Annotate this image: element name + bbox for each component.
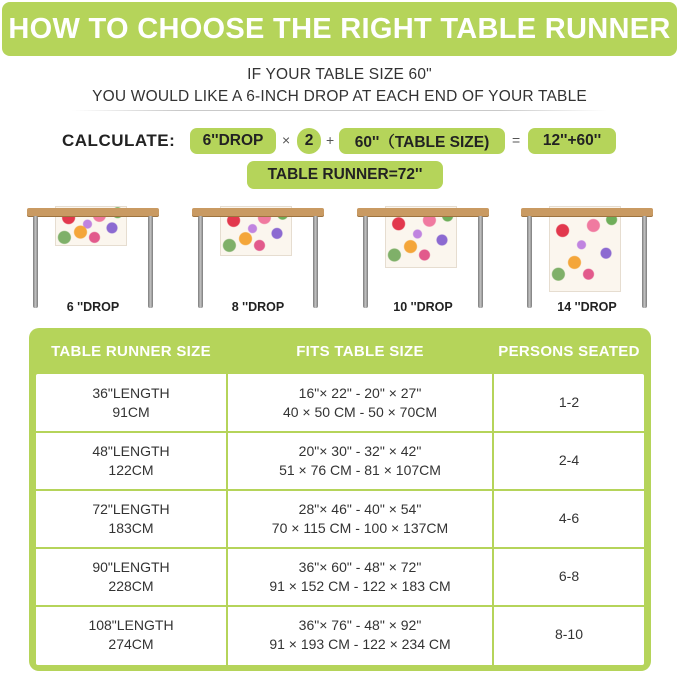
table-size-pill: 60''（TABLE SIZE) (339, 128, 505, 154)
table-leg (198, 216, 203, 308)
table-top (27, 208, 159, 216)
table-top (357, 208, 489, 216)
runner-length: 48"LENGTH (92, 442, 170, 459)
drop-illustration-8 (192, 204, 324, 324)
equals-operator: = (512, 132, 521, 148)
table-leg (33, 216, 38, 308)
runner-cm: 91CM (112, 404, 150, 420)
drop-illustration-14 (521, 204, 653, 324)
runner-image (549, 206, 621, 292)
drop-illustration-6 (27, 204, 159, 324)
drop-pill: 6''DROP (190, 128, 276, 154)
table-leg (642, 216, 647, 308)
fits-cm: 70 × 115 CM - 100 × 137CM (271, 520, 449, 536)
fits-cm: 51 × 76 CM - 81 × 107CM (279, 462, 441, 478)
result-pill: TABLE RUNNER=72'' (247, 161, 443, 189)
fits-cm: 40 × 50 CM - 50 × 70CM (282, 404, 438, 420)
table-leg (148, 216, 153, 308)
divider (72, 110, 607, 111)
table-row (36, 548, 644, 606)
persons-cell: 8-10 (554, 626, 584, 643)
drop-caption: 10 ''DROP (393, 300, 453, 314)
drop-illustration-10 (357, 204, 489, 324)
fits-size-cell (228, 432, 492, 490)
size-table (29, 328, 651, 671)
fits-inches: 20"× 30" - 32" × 42" (298, 442, 422, 459)
fits-cm: 91 × 193 CM - 122 × 234 CM (269, 636, 451, 652)
title-banner (2, 2, 677, 56)
runner-size-cell (36, 606, 226, 664)
fits-inches: 36"× 60" - 48" × 72" (298, 558, 422, 575)
drop-caption: 8 ''DROP (231, 300, 285, 314)
row-divider (36, 547, 644, 549)
persons-cell: 2-4 (558, 452, 580, 469)
runner-length: 72"LENGTH (92, 500, 170, 517)
multiplier-pill: 2 (297, 128, 321, 154)
row-divider (36, 431, 644, 433)
fits-size-cell (228, 548, 492, 606)
calculate-label: CALCULATE: (62, 131, 176, 150)
fits-inches: 36"× 76" - 48" × 92" (298, 616, 422, 633)
row-divider (36, 605, 644, 607)
runner-cm: 228CM (108, 578, 154, 594)
runner-cm: 274CM (108, 636, 154, 652)
table-leg (363, 216, 368, 308)
fits-size-cell (228, 490, 492, 548)
times-operator: × (282, 132, 291, 148)
runner-length: 36"LENGTH (92, 384, 170, 401)
table-top (192, 208, 324, 216)
persons-cell: 4-6 (558, 510, 580, 527)
intro-line-2: YOU WOULD LIKE A 6-INCH DROP AT EACH END OF YOUR TABLE (92, 88, 587, 105)
intro-text (0, 64, 679, 108)
column-divider (492, 374, 494, 665)
table-leg (478, 216, 483, 308)
fits-inches: 16"× 22" - 20" × 27" (298, 384, 422, 401)
table-row (36, 606, 644, 664)
header-runner-size: TABLE RUNNER SIZE (51, 342, 211, 360)
fits-size-cell (228, 374, 492, 432)
runner-length: 108"LENGTH (88, 616, 174, 633)
runner-size-cell (36, 548, 226, 606)
sum-pill: 12''+60'' (528, 128, 616, 154)
table-leg (313, 216, 318, 308)
table-leg (527, 216, 532, 308)
table-top (521, 208, 653, 216)
table-row (36, 374, 644, 432)
header-fits-table-size: FITS TABLE SIZE (296, 342, 424, 360)
fits-cm: 91 × 152 CM - 122 × 183 CM (269, 578, 451, 594)
persons-cell: 1-2 (558, 394, 580, 411)
header-persons-seated: PERSONS SEATED (498, 342, 640, 360)
fits-inches: 28"× 46" - 40" × 54" (298, 500, 422, 517)
runner-length: 90"LENGTH (92, 558, 170, 575)
fits-size-cell (228, 606, 492, 664)
table-row (36, 432, 644, 490)
row-divider (36, 489, 644, 491)
runner-size-cell (36, 374, 226, 432)
plus-operator: + (326, 132, 335, 148)
drop-caption: 14 ''DROP (557, 300, 617, 314)
page-title: HOW TO CHOOSE THE RIGHT TABLE RUNNER (8, 12, 671, 45)
runner-size-cell (36, 490, 226, 548)
persons-cell: 6-8 (558, 568, 580, 585)
runner-cm: 122CM (108, 462, 154, 478)
column-divider (226, 374, 228, 665)
runner-size-cell (36, 432, 226, 490)
intro-line-1: IF YOUR TABLE SIZE 60" (247, 66, 432, 83)
table-header (29, 328, 651, 374)
table-body (36, 374, 644, 665)
table-row (36, 490, 644, 548)
runner-cm: 183CM (108, 520, 154, 536)
drop-caption: 6 ''DROP (66, 300, 120, 314)
